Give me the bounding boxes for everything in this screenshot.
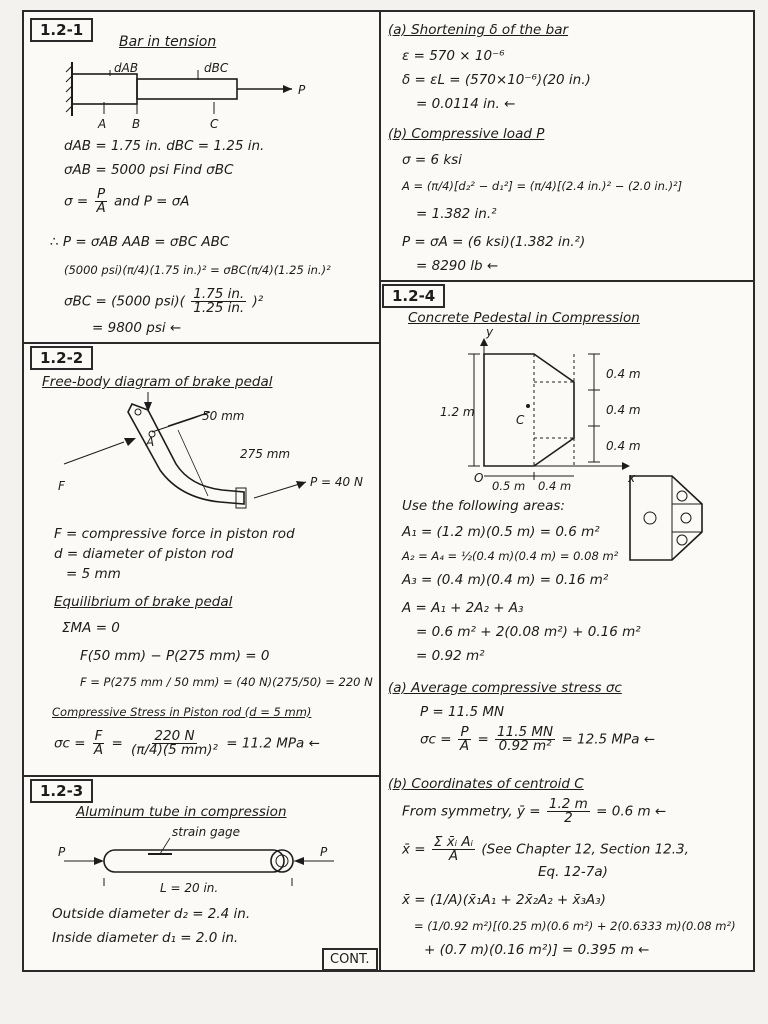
p123-b-answer: = 8290 lb ← — [416, 258, 499, 274]
fig-b: B — [132, 117, 141, 131]
divider-3 — [379, 280, 755, 282]
p124-a-line-2: σc = $\frac{P}{A}$ = $\frac{11.5 MN}{\text{0.92 m²}}$ = 12.5 MPa ← — [420, 724, 656, 754]
p123-a-answer: = 0.0114 in. ← — [416, 96, 516, 112]
problem-label-1-2-4: 1.2-4 — [382, 284, 445, 308]
solution-sheet — [22, 10, 755, 972]
column-divider — [379, 12, 381, 972]
p122-line-7: σc = $\frac{F}{A}$ = $\frac{220 N}{\text{(π/4)(5 mm)²}}$ = 11.2 MPa ← — [54, 728, 320, 758]
fig-275mm: 275 mm — [240, 447, 291, 461]
fig-a: A — [98, 117, 107, 131]
p124-b-title: (b) Coordinates of centroid C — [388, 776, 584, 792]
p124-b-line-4: = (1/0.92 m²)[(0.25 m)(0.6 m²) + 2(0.6333 m)(0.08 m²) — [414, 919, 736, 933]
p121-line-6: σBC = (5000 psi)( $\frac{1.75 in.}{1.25 in.}$ )² — [64, 286, 264, 316]
fig-d3: 0.4 m — [606, 439, 641, 453]
p122-title: Free-body diagram of brake pedal — [42, 374, 273, 390]
p121-title: Bar in tension — [119, 34, 217, 50]
fig-dbc: dBC — [204, 61, 229, 75]
problem-label-1-2-3: 1.2-3 — [30, 779, 93, 803]
p123-line-2: Inside diameter d₁ = 2.0 in. — [52, 930, 239, 946]
p121-line-4: ∴ P = σAB AAB = σBC ABC — [50, 234, 230, 250]
p122-line-4: ΣMA = 0 — [62, 620, 120, 636]
p123-b-line-3: = 1.382 in.² — [416, 206, 497, 222]
p123-a-line-1: ε = 570 × 10⁻⁶ — [402, 48, 505, 64]
fig-c: C — [210, 117, 219, 131]
divider-2 — [24, 775, 379, 777]
p124-a-title: (a) Average compressive stress σc — [388, 680, 622, 696]
problem-label-1-2-1: 1.2-1 — [30, 18, 93, 42]
p124-b-line-2: x̄ = $\frac{\text{Σ x̄ᵢ Aᵢ}}{A}$ (See Chapter 12, Section 12.3, — [402, 834, 689, 864]
fig-d1: 0.4 m — [606, 367, 641, 381]
pedestal-figure — [424, 325, 744, 493]
p122-line-5: F(50 mm) − P(275 mm) = 0 — [80, 648, 270, 664]
p123-b-line-1: σ = 6 ksi — [402, 152, 462, 168]
fig-w1: 0.5 m — [492, 479, 526, 493]
fig-a: A — [146, 435, 155, 449]
bar-figure — [64, 56, 314, 131]
fig-y: y — [486, 325, 494, 339]
fig-f: F — [58, 479, 65, 493]
p122-eq-title: Equilibrium of brake pedal — [54, 594, 233, 610]
p124-areas-title: Use the following areas: — [402, 498, 565, 514]
p122-line-2: d = diameter of piston rod — [54, 546, 234, 562]
p121-line-3: σ = $\frac{P}{A}$ and P = σA — [64, 186, 190, 216]
fig-x: x — [628, 471, 636, 485]
p122-line-1: F = compressive force in piston rod — [54, 526, 295, 542]
fig-strain-gage: strain gage — [172, 825, 240, 839]
area-breakdown-figure — [628, 474, 708, 564]
p123-title: Aluminum tube in compression — [76, 804, 287, 820]
p121-line-5: (5000 psi)(π/4)(1.75 in.)² = σBC(π/4)(1.25 in.)² — [64, 263, 331, 277]
fig-w2: 0.4 m — [538, 479, 572, 493]
p121-line-1: dAB = 1.75 in. dBC = 1.25 in. — [64, 138, 265, 154]
p123-b-line-2: A = (π/4)[d₂² − d₁²] = (π/4)[(2.4 in.)² − (2.0 in.)²] — [402, 179, 683, 193]
fig-dab: dAB — [114, 61, 139, 75]
fig-p: P = 40 N — [310, 475, 363, 489]
continued-box: CONT. — [322, 948, 378, 971]
p121-line-2: σAB = 5000 psi Find σBC — [64, 162, 234, 178]
p124-area-4: A = A₁ + 2A₂ + A₃ — [402, 600, 524, 616]
fig-p-left: P — [58, 845, 66, 859]
brake-pedal-figure — [44, 390, 364, 510]
fig-d2: 0.4 m — [606, 403, 641, 417]
p121-answer: = 9800 psi ← — [92, 320, 182, 336]
p124-area-6: = 0.92 m² — [416, 648, 485, 664]
p124-b-answer: + (0.7 m)(0.16 m²)] = 0.395 m ← — [424, 942, 650, 958]
p123-a-title: (a) Shortening δ of the bar — [388, 22, 569, 38]
fig-centroid: C — [516, 413, 525, 427]
fig-o: O — [474, 471, 484, 485]
p124-area-5: = 0.6 m² + 2(0.08 m²) + 0.16 m² — [416, 624, 641, 640]
p123-b-line-4: P = σA = (6 ksi)(1.382 in.²) — [402, 234, 586, 250]
fig-p: P — [298, 83, 306, 97]
p124-a-line-1: P = 11.5 MN — [420, 704, 505, 720]
tube-figure — [44, 824, 344, 894]
p123-b-title: (b) Compressive load P — [388, 126, 545, 142]
p124-b-line-2c: Eq. 12-7a) — [538, 864, 608, 880]
p124-area-1: A₁ = (1.2 m)(0.5 m) = 0.6 m² — [402, 524, 600, 540]
divider-1 — [24, 342, 379, 344]
p124-b-line-3: x̄ = (1/A)(x̄₁A₁ + 2x̄₂A₂ + x̄₃A₃) — [402, 892, 606, 908]
p123-a-line-2: δ = εL = (570×10⁻⁶)(20 in.) — [402, 72, 591, 88]
p124-title: Concrete Pedestal in Compression — [408, 310, 640, 326]
p124-b-line-1: From symmetry, ȳ = $\frac{1.2 m}{2}$ = 0.6 m ← — [402, 796, 667, 826]
fig-length: L = 20 in. — [160, 881, 219, 895]
p124-area-2: A₂ = A₄ = ½(0.4 m)(0.4 m) = 0.08 m² — [402, 549, 619, 563]
p123-line-1: Outside diameter d₂ = 2.4 in. — [52, 906, 251, 922]
p122-stress-title: Compressive Stress in Piston rod (d = 5 mm) — [52, 705, 312, 719]
p122-line-3: = 5 mm — [66, 566, 121, 582]
fig-p-right: P — [320, 845, 328, 859]
problem-label-1-2-2: 1.2-2 — [30, 346, 93, 370]
fig-50mm: 50 mm — [202, 409, 245, 423]
p122-line-6: F = P(275 mm / 50 mm) = (40 N)(275/50) = 220 N — [80, 675, 373, 689]
fig-height: 1.2 m — [440, 405, 475, 419]
p124-area-3: A₃ = (0.4 m)(0.4 m) = 0.16 m² — [402, 572, 609, 588]
